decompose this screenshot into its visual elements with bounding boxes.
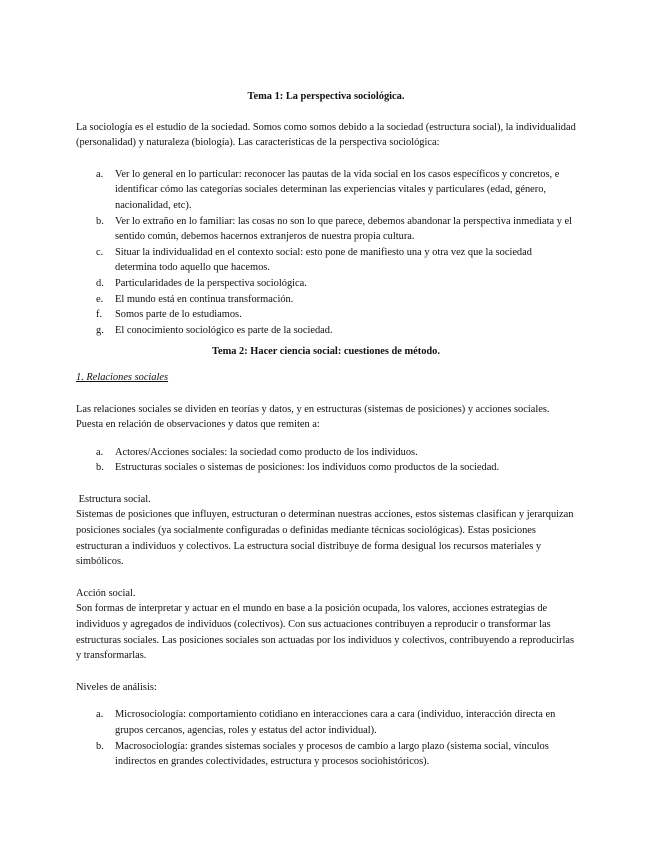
tema2-heading: Tema 2: Hacer ciencia social: cuestiones de método. (212, 346, 440, 358)
section-title-relaciones: 1. Relaciones sociales (76, 371, 169, 383)
list-item-text: Estructuras sociales o sistemas de posiciones: los individuos como productos de la sociedad. (115, 462, 500, 474)
list-marker: a. (96, 168, 104, 180)
tema2-intro: Las relaciones sociales se dividen en teorías y datos, y en estructuras (sistemas de posiciones) y acciones sociales. Puesta en relación de observaciones y datos que remiten a: (76, 403, 550, 431)
list-item-text: Microsociología: comportamiento cotidiano en interacciones cara a cara (individuo, interacción directa en grupos cercanos, agencias, roles y estatus del actor individual). (115, 709, 556, 736)
list-marker: a. (96, 709, 104, 721)
list-item-text: Macrosociología: grandes sistemas sociales y procesos de cambio a largo plazo (sistema social, vínculos indirectos en grandes colectividades, estructura y procesos sociohistóricos). (115, 740, 549, 768)
tema2-list (76, 445, 576, 476)
list-marker: b. (96, 740, 104, 752)
list-item (76, 445, 576, 461)
list-item-text: Somos parte de lo estudiamos. (115, 309, 242, 321)
list-marker: c. (96, 246, 104, 258)
document-body (76, 89, 576, 770)
list-marker: a. (96, 446, 104, 458)
list-item-text: El conocimiento sociológico es parte de la sociedad. (115, 324, 333, 336)
estructura-text: Sistemas de posiciones que influyen, estructuran o determinan nuestras acciones, estos sistemas clasifican y jerarquizan posiciones sociales (ya socialmente configuradas o definidas mediante técnicas sociológicas). Estas posiciones estructuran a individuos y colectivos. La estructura social distribuye de forma desigual los recursos materiales y simbólicos. (76, 509, 574, 568)
list-item (76, 276, 576, 292)
list-item (76, 460, 576, 476)
list-marker: f. (96, 309, 103, 321)
list-marker: b. (96, 462, 104, 474)
list-item (76, 245, 576, 276)
list-item (76, 292, 576, 308)
list-item-text: El mundo está en continua transformación. (115, 293, 294, 305)
accion-heading: Acción social. (76, 587, 136, 599)
estructura-heading: Estructura social. (76, 493, 151, 505)
accion-text: Son formas de interpretar y actuar en el mundo en base a la posición ocupada, los valores, acciones estrategias de individuos y agregados de individuos (colectivos). Con sus actuaciones contribuyen a reproducir o transformar las estructuras sociales. Las posiciones sociales son actuadas por los individuos y colectivos, contribuyendo a reproducirlas y transformarlas. (76, 603, 575, 662)
list-item (76, 167, 576, 214)
list-marker: d. (96, 277, 104, 289)
niveles-heading: Niveles de análisis: (76, 681, 157, 693)
list-marker: e. (96, 293, 104, 305)
list-item-text: Actores/Acciones sociales: la sociedad como producto de los individuos. (115, 446, 418, 458)
list-marker: g. (96, 324, 104, 336)
tema1-heading: Tema 1: La perspectiva sociológica. (247, 91, 405, 102)
list-marker: b. (96, 215, 104, 227)
list-item-text: Ver lo general en lo particular: reconocer las pautas de la vida social en los casos específicos y concretos, e identificar cómo las categorías sociales determinan las experiencias vitales y particulares (edad, género, nacionalidad, etc). (115, 168, 560, 211)
niveles-list (76, 707, 576, 769)
tema1-intro: La sociología es el estudio de la sociedad. Somos como somos debido a la sociedad (estructura social), la individualidad (personalidad) y naturaleza (biología). Las características de la perspectiva sociológica: (76, 121, 576, 149)
tema1-list (76, 167, 576, 339)
list-item (76, 307, 576, 323)
list-item-text: Particularidades de la perspectiva sociológica. (115, 277, 307, 289)
list-item (76, 214, 576, 245)
list-item (76, 323, 576, 339)
list-item (76, 739, 576, 770)
list-item-text: Ver lo extraño en lo familiar: las cosas no son lo que parece, debemos abandonar la perspectiva inmediata y el sentido común, debemos hacernos extranjeros de nuestra propia cultura. (115, 215, 573, 243)
list-item (76, 707, 576, 738)
list-item-text: Situar la individualidad en el contexto social: esto pone de manifiesto una y otra vez que la sociedad determina todo aquello que hacemos. (115, 246, 532, 274)
